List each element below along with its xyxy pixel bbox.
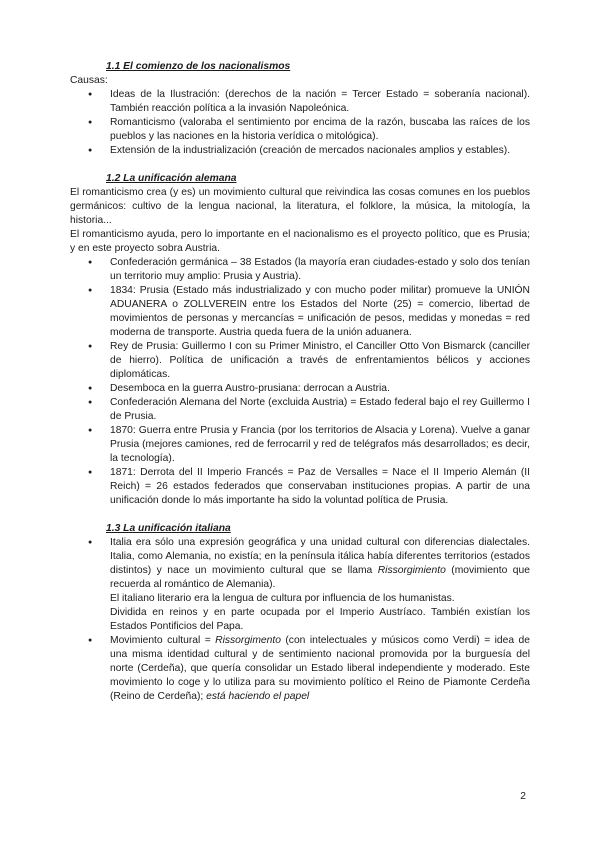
text-segment: Romanticismo (valoraba el sentimiento por encima de la razón, buscaba las raíces de los pueblos y las naciones en la historia verídica o mitológica). [110,117,530,142]
paragraph [110,144,530,158]
list-item [70,256,530,284]
list-item-text [110,88,530,116]
paragraph [110,284,530,340]
paragraph [110,634,530,704]
section-heading: 1.1 El comienzo de los nacionalismos [106,61,291,72]
paragraph [110,424,530,466]
text-segment: Desemboca en la guerra Austro-prusiana: derrocan a Austria. [110,383,390,394]
text-segment: 1870: Guerra entre Prusia y Francia (por los territorios de Alsacia y Lorena). Vuelve a ganar Prusia (mejores camiones, red de ferrocarril y red de telégrafos más desarrollados; es decir, la tecnología). [110,425,530,464]
list-item-text [110,144,530,158]
text-segment: El italiano literario era la lengua de cultura por influencia de los humanistas. [110,593,455,604]
paragraph [110,606,530,634]
list-item [70,466,530,508]
list-item-text [110,424,530,466]
bullet-icon: ● [88,287,93,294]
text-segment: Confederación germánica – 38 Estados (la mayoría eran ciudades-estado y solo dos tenían un territorio muy amplio: Prusia y Austria). [110,257,530,282]
paragraph [110,396,530,424]
bullet-list [70,88,530,158]
emphasized-text: está haciendo el papel [206,691,310,702]
bullet-icon: ● [88,119,93,126]
list-item-text [110,466,530,508]
paragraph [110,256,530,284]
text-segment: El romanticismo ayuda, pero lo importante en el nacionalismo es el proyecto político, que es Prusia; y en este proyecto sobra Austria. [70,229,530,254]
list-item [70,340,530,382]
bullet-icon: ● [88,343,93,350]
document-content [70,60,530,704]
list-item-text [110,340,530,382]
text-segment: Ideas de la Ilustración: (derechos de la nación = Tercer Estado = soberanía nacional). También reacción política a la invasión Napoleónica. [110,89,530,114]
text-segment: 1871: Derrota del II Imperio Francés = Paz de Versalles = Nace el II Imperio Alemán (II Reich) = 26 estados federados que conservaban instituciones propias. A partir de una unificación donde lo más importante ha sido la voluntad política de Prusia. [110,467,530,506]
bullet-icon: ● [88,91,93,98]
list-item-text [110,536,530,634]
text-segment: El romanticismo crea (y es) un movimiento cultural que reivindica las cosas comunes en los pueblos germánicos: cultivo de la lengua nacional, la literatura, el folklore, la música, la mitología, la historia... [70,187,530,226]
paragraph [70,186,530,228]
text-segment: Rey de Prusia: Guillermo I con su Primer Ministro, el Canciller Otto Von Bismarck (canciller de hierro). Política de unificación a través de enfrentamientos bélicos y acciones diplomáticas. [110,341,530,380]
list-item-text [110,116,530,144]
paragraph [110,592,530,606]
paragraph [110,340,530,382]
list-item [70,634,530,704]
paragraph [110,88,530,116]
list-item [70,284,530,340]
emphasized-text: Rissorgimiento [377,565,446,576]
text-segment: Movimiento cultural = [110,635,216,646]
section-heading: 1.2 La unificación alemana [106,173,237,184]
bullet-icon: ● [88,399,93,406]
text-segment: Italia era sólo una expresión geográfica y una unidad cultural con diferencias dialectales. Italia, como Alemania, no existía; en la península itálica había diferentes territorios (estados distintos) y nace un movimiento cultural que se llama [110,537,530,576]
bullet-icon: ● [88,385,93,392]
list-item [70,424,530,466]
list-item [70,116,530,144]
list-item [70,396,530,424]
page-number: 2 [520,791,526,802]
paragraph [110,536,530,592]
text-segment: Confederación Alemana del Norte (excluida Austria) = Estado federal bajo el rey Guillermo I de Prusia. [110,397,530,422]
paragraph [110,382,530,396]
bullet-list [70,256,530,508]
bullet-icon: ● [88,637,93,644]
bullet-icon: ● [88,427,93,434]
list-item-text [110,256,530,284]
section-heading: 1.3 La unificación italiana [106,523,231,534]
list-item-text [110,634,530,704]
list-item [70,144,530,158]
text-segment: (con intelectuales y músicos como Verdi) = idea de una misma identidad cultural y de sentimiento nacional promovida por la burguesía del norte (Cerdeña), que quería consolidar un Estado liberal independiente y moderado. Este movimiento lo coge y lo utiliza para su movimiento político el Reino de Piamonte Cerdeña (Reino de Cerdeña); [110,635,530,702]
list-item-text [110,396,530,424]
list-item [70,382,530,396]
bullet-list [70,536,530,704]
list-item [70,88,530,116]
bullet-icon: ● [88,147,93,154]
bullet-icon: ● [88,259,93,266]
text-segment: Extensión de la industrialización (creación de mercados nacionales amplios y estables). [110,145,511,156]
paragraph [110,116,530,144]
text-segment: Dividida en reinos y en parte ocupada por el Imperio Austríaco. También existían los Estados Pontificios del Papa. [110,607,530,632]
bullet-icon: ● [88,469,93,476]
text-segment: (movimiento que recuerda al romántico de Alemania). [110,565,530,590]
paragraph [70,228,530,256]
paragraph [70,74,530,88]
emphasized-text: Rissorgimento [215,635,281,646]
text-segment: Causas: [70,75,108,86]
list-item [70,536,530,634]
paragraph [110,466,530,508]
list-item-text [110,284,530,340]
list-item-text [110,382,530,396]
text-segment: 1834: Prusia (Estado más industrializado y con mucho poder militar) promueve la UNIÓN ADUANERA o ZOLLVEREIN entre los Estados del Norte (25) = comercio, libertad de movimientos de personas y mercancías = unificación de pesos, medidas y monedas = red moderna de transporte. Austria queda fuera de la unión aduanera. [110,285,530,338]
bullet-icon: ● [88,539,93,546]
